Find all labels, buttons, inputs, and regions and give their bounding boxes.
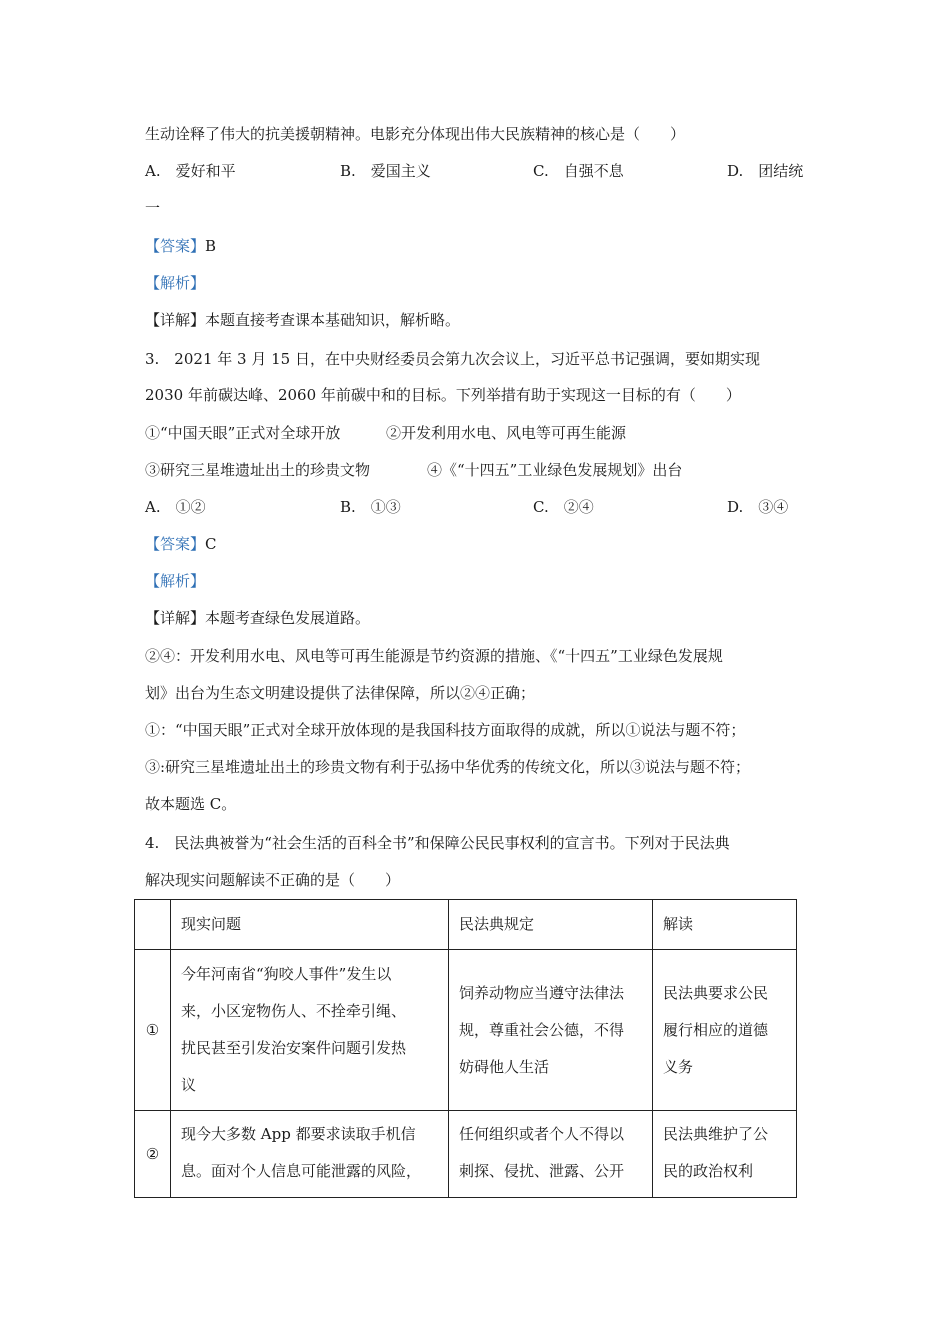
cell-line: 刺探、侵扰、泄露、公开: [459, 1162, 625, 1180]
cell-line: 义务: [663, 1057, 694, 1076]
q3-explanation-3: ①：“中国天眼”正式对全球开放体现的是我国科技方面取得的成就，所以①说法与题不符；: [145, 721, 746, 739]
cell-line: 民法典要求公民: [663, 983, 769, 1002]
detail-label: 【详解】: [145, 609, 206, 627]
cell-line: 规，尊重社会公德，不得: [459, 1020, 625, 1039]
issue-cell: [171, 950, 449, 1111]
q3-detail: [145, 608, 370, 628]
table-row: [135, 950, 797, 1111]
q3-analysis-label: 【解析】: [145, 572, 206, 590]
q3-explanation-4: ③:研究三星堆遗址出土的珍贵文物有利于弘扬中华优秀的传统文化，所以③说法与题不符；: [145, 758, 751, 776]
table-header-cell: 现实问题: [171, 900, 449, 950]
q3-option-d: D. ③④: [727, 498, 789, 516]
q2-answer: [145, 236, 216, 256]
cell-line: 妨碍他人生活: [459, 1057, 550, 1076]
q3-option-c: C. ②④: [533, 498, 594, 516]
q2-option-d: D. 团结统: [727, 162, 804, 180]
detail-text: 本题直接考查课本基础知识，解析略。: [205, 311, 461, 329]
cell-line: 饲养动物应当遵守法律法: [459, 983, 625, 1002]
q3-explanation-1: ②④：开发利用水电、风电等可再生能源是节约资源的措施、《“十四五”工业绿色发展规: [145, 647, 723, 665]
q3-item-4: ④《“十四五”工业绿色发展规划》出台: [427, 461, 683, 479]
issue-cell: [171, 1111, 449, 1198]
cell-line: 履行相应的道德: [663, 1020, 769, 1039]
q3-stem-line-2: 2030 年前碳达峰、2060 年前碳中和的目标。下列举措有助于实现这一目标的有（ ）: [145, 386, 741, 404]
q3-option-b: B. ①③: [340, 498, 401, 516]
answer-value: B: [205, 237, 217, 255]
q2-option-b: B. 爱国主义: [340, 162, 431, 180]
table-header-cell: [135, 900, 171, 950]
q2-option-d-wrap: 一: [145, 199, 161, 217]
cell-line: 来，小区宠物伤人、不拴牵引绳、: [181, 1002, 407, 1020]
q3-stem-line-1: 3. 2021 年 3 月 15 日，在中央财经委员会第九次会议上，习近平总书记强调，要如期实现: [145, 350, 760, 368]
cell-line: 扰民甚至引发治安案件问题引发热: [181, 1039, 407, 1057]
answer-label: 【答案】: [145, 535, 206, 553]
table-header-cell: 解读: [653, 900, 797, 950]
answer-value: C: [205, 535, 217, 553]
table-header-row: [135, 900, 797, 950]
detail-text: 本题考查绿色发展道路。: [205, 609, 371, 627]
rule-cell: [449, 1111, 653, 1198]
cell-line: 息。面对个人信息可能泄露的风险，: [181, 1162, 422, 1180]
q4-table: [134, 899, 797, 1198]
q3-answer: [145, 534, 217, 554]
q4-stem-line-1: 4. 民法典被誉为“社会生活的百科全书”和保障公民民事权利的宣言书。下列对于民法典: [145, 834, 730, 852]
row-number: ②: [135, 1111, 171, 1198]
cell-line: 民的政治权利: [663, 1162, 754, 1180]
q2-stem-tail: 生动诠释了伟大的抗美援朝精神。电影充分体现出伟大民族精神的核心是（ ）: [145, 125, 686, 143]
q3-item-2: ②开发利用水电、风电等可再生能源: [386, 424, 627, 442]
cell-line: 民法典维护了公: [663, 1125, 769, 1143]
reading-cell: [653, 950, 797, 1111]
cell-line: 现今大多数 App 都要求读取手机信: [181, 1125, 416, 1143]
q2-option-c: C. 自强不息: [533, 162, 624, 180]
cell-line: 今年河南省“狗咬人事件”发生以: [181, 965, 392, 983]
table-row: [135, 1111, 797, 1198]
q3-item-3: ③研究三星堆遗址出土的珍贵文物: [145, 461, 371, 479]
answer-label: 【答案】: [145, 237, 206, 255]
detail-label: 【详解】: [145, 311, 206, 329]
q4-stem-line-2: 解决现实问题解读不正确的是（ ）: [145, 871, 401, 889]
q2-analysis-label: 【解析】: [145, 274, 206, 292]
table-header-cell: 民法典规定: [449, 900, 653, 950]
cell-line: 任何组织或者个人不得以: [459, 1125, 625, 1143]
q2-option-a: A. 爱好和平: [145, 162, 236, 180]
q2-detail: [145, 310, 460, 330]
q3-explanation-5: 故本题选 C。: [145, 795, 237, 813]
reading-cell: [653, 1111, 797, 1198]
cell-line: 议: [181, 1076, 197, 1094]
q3-option-a: A. ①②: [145, 498, 206, 516]
row-number: ①: [135, 950, 171, 1111]
q3-item-1: ①“中国天眼”正式对全球开放: [145, 424, 341, 442]
rule-cell: [449, 950, 653, 1111]
q3-explanation-2: 划》出台为生态文明建设提供了法律保障，所以②④正确；: [145, 684, 536, 702]
